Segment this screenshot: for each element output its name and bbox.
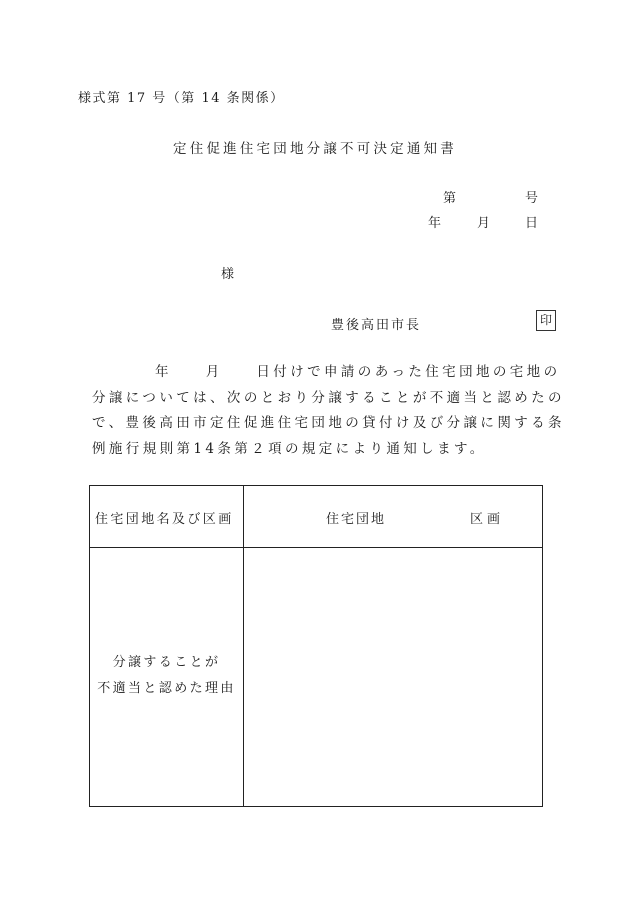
- form-number: 様式第 17 号（第 14 条関係）: [78, 91, 285, 106]
- addressee-suffix: 様: [221, 267, 235, 282]
- issuer-name: 豊後高田市長: [331, 318, 422, 333]
- date-year-label: 年: [428, 216, 442, 231]
- seal-mark: 印: [536, 310, 556, 331]
- table-row-divider: [90, 547, 542, 548]
- document-title: 定住促進住宅団地分譲不可決定通知書: [173, 141, 457, 157]
- date-month-label: 月: [477, 216, 491, 231]
- date-day-label: 日: [525, 216, 539, 231]
- reason-label: [90, 650, 243, 702]
- table-column-divider: [243, 486, 244, 806]
- housing-lot-label: 住宅団地名及び区画: [95, 512, 234, 527]
- reason-label-line: 不適当と認めた理由: [97, 681, 236, 696]
- body-line: 年 月 日付けで申請のあった住宅団地の宅地の: [155, 364, 561, 380]
- notice-body: [92, 360, 565, 462]
- document-number-prefix: 第: [443, 191, 457, 206]
- body-line: 例施行規則第14条第２項の規定により通知します。: [92, 440, 487, 457]
- lot-section-field: 区画: [470, 512, 505, 527]
- reason-label-line: 分譲することが: [112, 655, 221, 670]
- body-line: 分譲については、次のとおり分譲することが不適当と認めたの: [92, 389, 565, 406]
- housing-estate-field: 住宅団地: [326, 512, 387, 527]
- details-table: [89, 485, 543, 807]
- body-line: で、豊後高田市定住促進住宅団地の貸付け及び分譲に関する条: [92, 415, 565, 431]
- document-number-suffix: 号: [525, 191, 539, 206]
